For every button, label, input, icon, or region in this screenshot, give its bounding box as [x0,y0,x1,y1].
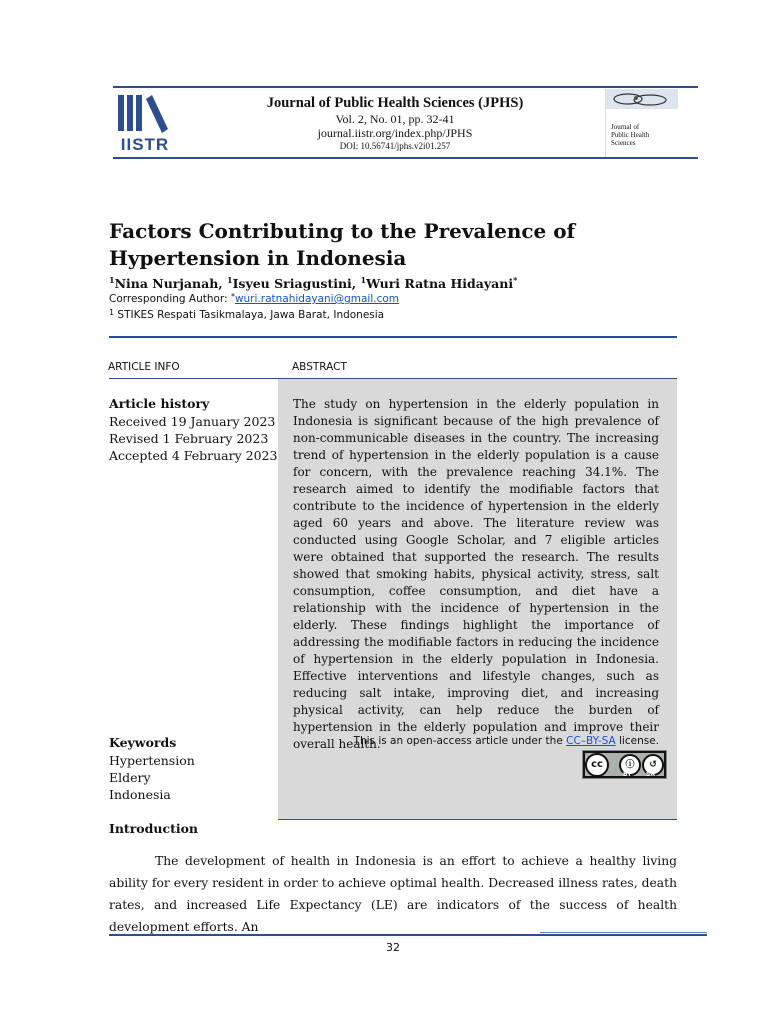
by-person-icon: ⓘ [619,754,641,776]
introduction-heading: Introduction [109,821,199,836]
history-item: Accepted 4 February 2023 [109,448,278,463]
cover-image-icon [606,89,678,109]
header-top-rule [113,86,698,88]
share-alike-icon: ↺ [642,754,664,776]
article-history-heading: Article history [109,396,210,411]
paper-title: Factors Contributing to the Prevalence of Hypertension in Indonesia [109,219,576,270]
header-bottom-rule [113,157,698,159]
page-number: 32 [386,941,400,954]
author-name: Wuri Ratna Hidayani [366,276,514,291]
affiliation: $^1$ STIKES Respati Tasikmalaya, Jawa Barat, Indonesia [109,308,385,321]
journal-volume: Vol. 2, No. 01, pp. 32-41 [335,112,455,126]
license-link[interactable]: CC–BY-SA [566,735,616,747]
history-item: Revised 1 February 2023 [109,431,269,446]
footer-accent-rule [540,932,707,933]
journal-doi[interactable]: DOI: 10.56741/jphs.v2i01.257 [339,141,451,151]
abstract-bottom-rule [278,819,677,820]
cc-by-sa-badge-icon[interactable]: cc ⓘ ↺ BY SA [582,750,667,779]
history-item: Received 19 January 2023 [109,414,276,429]
abstract-label: ABSTRACT [292,361,347,373]
author-name: Nina Nurjanah, [114,276,227,291]
license-note: This is an open-access article under the CC–BY-SA license. [353,735,659,747]
journal-title: Journal of Public Health Sciences (JPHS) [266,95,524,111]
footer-rule [109,934,707,936]
journal-header [235,95,555,152]
author-name: Isyeu Sriagustini, [232,276,361,291]
journal-cover-thumbnail [605,89,677,157]
title-separator [109,336,677,338]
keywords-heading: Keywords [109,735,177,750]
cc-icon: cc [585,753,609,777]
abstract-text: The study on hypertension in the elderly population in Indonesia is significant because of the high prevalence of non-communicable diseases in the country. The increasing trend of hypertension in the elderly population is a cause for concern, with the prevalence reaching 34.1%. The research aimed to identify the modifiable factors that contribute to the incidence of hypertension in the elderly aged 60 years and above. The literature review was conducted using Google Scholar, and 7 eligible articles were obtained that supported the research. The results showed that smoking habits, physical activity, stress, salt consumption, coffee consumption, and diet have a relationship with the incidence of hypertension in the elderly. These findings highlight the importance of addressing the modifiable factors in reducing the incidence of hypertension in the elderly population in Indonesia. Effective interventions and lifestyle changes, such as reducing salt intake, improving diet, and increasing physical activity, can help reduce the burden of hypertension in the elderly population and improve their overall health. [293,397,659,751]
author-list: $^1$Nina Nurjanah, $^1$Isyeu Sriagustini, $^1$Wuri Ratna Hidayani* [109,275,518,291]
logo-wordmark: IISTR [120,135,170,154]
keyword-item: Hypertension [109,753,195,768]
cover-text: Journal of Public Health Sciences [611,123,650,147]
email-link[interactable]: wuri.ratnahidayani@gmail.com [234,293,400,305]
corresponding-author: Corresponding Author: *wuri.ratnahidayani@gmail.com [109,292,400,305]
journal-url[interactable]: journal.iistr.org/index.php/JPHS [317,126,473,140]
keyword-item: Eldery [109,770,151,785]
article-info-label: ARTICLE INFO [108,361,180,373]
keywords-list [109,752,195,803]
keyword-item: Indonesia [109,787,171,802]
article-history-list [109,413,277,464]
introduction-text: The development of health in Indonesia is an effort to achieve a healthy living ability for every resident in order to achieve optimal health. Decreased illness rates, death rates, and increased Life Expectancy (LE) are indicators of the success of health development efforts. An [109,854,677,934]
